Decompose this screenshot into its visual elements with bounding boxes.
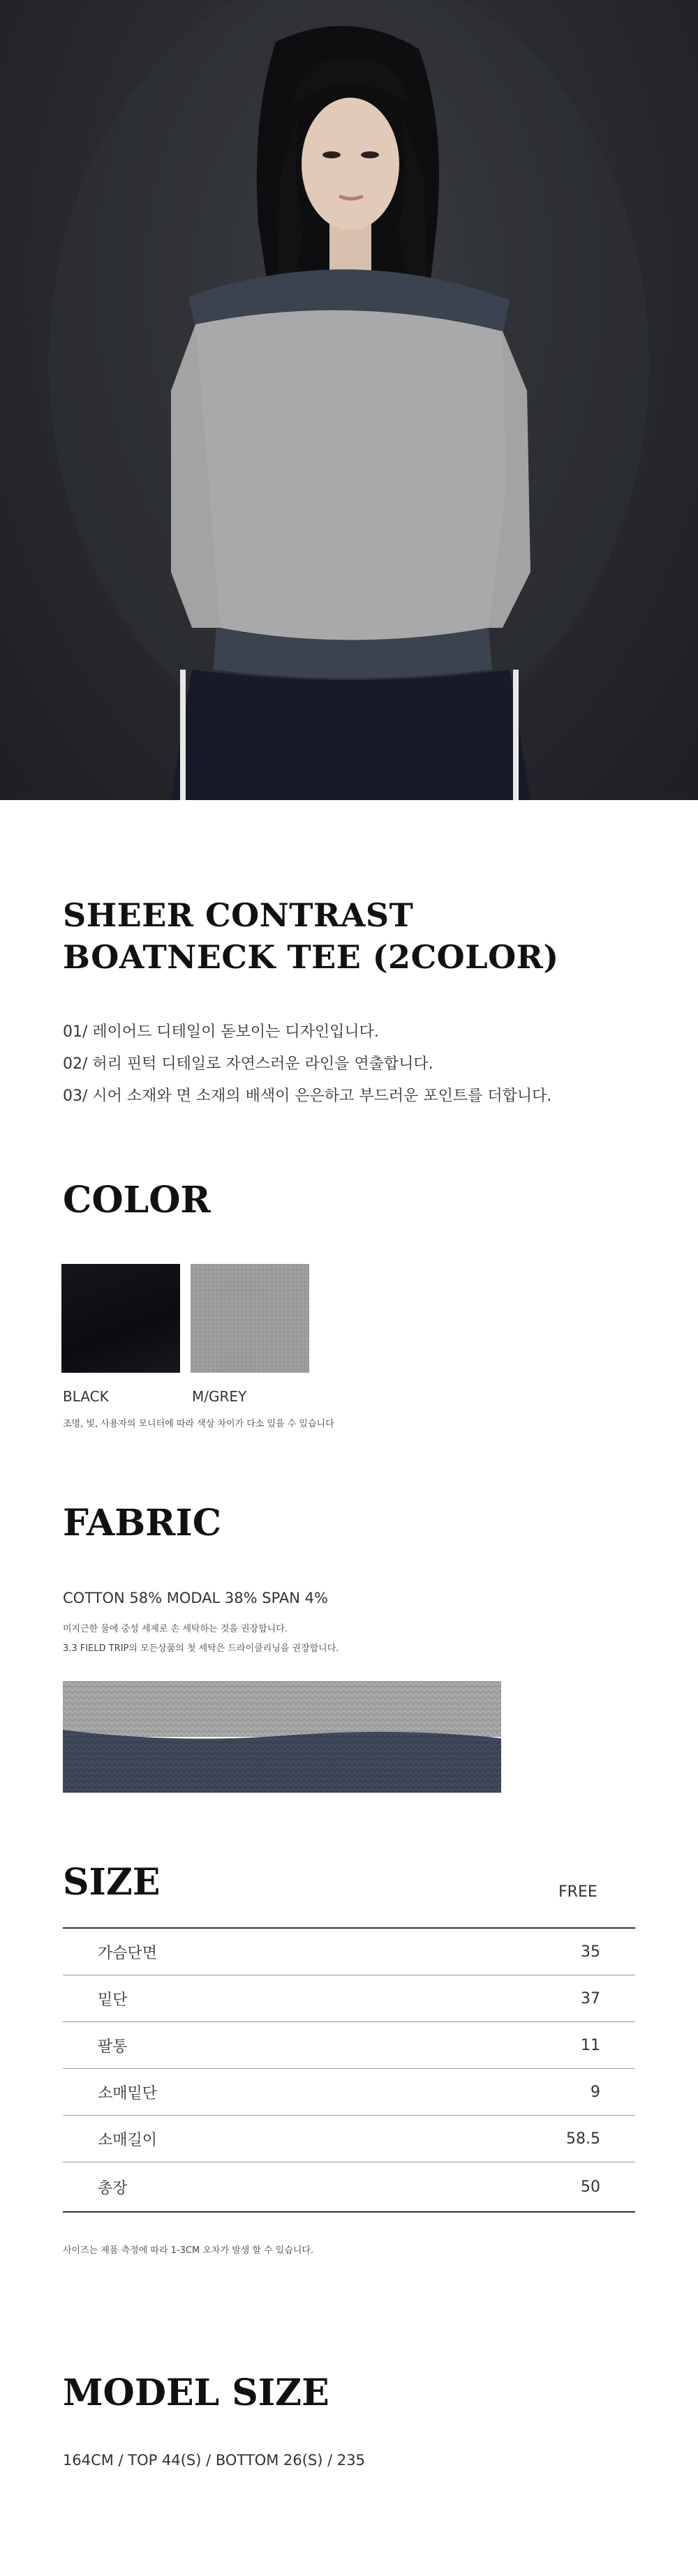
- size-measure-label: 소매밑단: [98, 2084, 158, 2102]
- grey-knit-texture: [191, 1264, 309, 1373]
- hero-model-photo: [0, 0, 698, 800]
- size-measure-value: 37: [581, 1989, 600, 2008]
- size-measure-label: 소매길이: [98, 2131, 158, 2149]
- feature-point: 03/ 시어 소재와 면 소재의 배색이 은은하고 부드러운 포인트를 더합니다.: [63, 1087, 552, 1105]
- feature-point: 01/ 레이어드 디테일이 돋보이는 디자인입니다.: [63, 1023, 379, 1041]
- feature-points: [63, 1016, 551, 1113]
- product-title: [63, 894, 559, 978]
- swatch-label-black: BLACK: [63, 1388, 109, 1405]
- size-measure-value: 50: [581, 2178, 600, 2196]
- size-measure-label: 팔통: [98, 2038, 128, 2056]
- color-swatch-grey[interactable]: [191, 1264, 309, 1373]
- color-swatch-black[interactable]: [61, 1264, 180, 1373]
- color-heading: COLOR: [63, 1179, 211, 1221]
- product-title-line2: BOATNECK TEE (2COLOR): [63, 938, 559, 976]
- table-row: [63, 2022, 635, 2069]
- table-row: [63, 2162, 635, 2211]
- size-measure-value: 35: [581, 1943, 600, 1961]
- product-title-line1: SHEER CONTRAST: [63, 896, 414, 934]
- color-note: 조명, 빛, 사용자의 모니터에 따라 색상 차이가 다소 있을 수 있습니다: [63, 1419, 334, 1429]
- size-column-header: FREE: [558, 1883, 597, 1901]
- size-measure-value: 58.5: [566, 2130, 600, 2148]
- fabric-texture: [63, 1681, 501, 1793]
- size-measure-value: 9: [591, 2083, 600, 2101]
- size-heading: SIZE: [63, 1861, 161, 1904]
- size-measure-label: 밑단: [98, 1991, 128, 2009]
- size-measure-value: 11: [581, 2036, 600, 2054]
- size-note: 사이즈는 제품 측정에 따라 1-3CM 오차가 발생 할 수 있습니다.: [63, 2245, 314, 2256]
- size-table: [63, 1927, 635, 2213]
- size-measure-label: 총장: [98, 2179, 128, 2197]
- fabric-composition: COTTON 58% MODAL 38% SPAN 4%: [63, 1590, 328, 1606]
- table-row: [63, 1929, 635, 1975]
- table-row: [63, 2069, 635, 2116]
- model-illustration: [0, 0, 698, 800]
- table-row: [63, 1975, 635, 2022]
- fabric-heading: FABRIC: [63, 1502, 222, 1544]
- model-size-heading: MODEL SIZE: [63, 2372, 329, 2414]
- fabric-closeup-photo: [63, 1681, 501, 1793]
- model-size-info: 164CM / TOP 44(S) / BOTTOM 26(S) / 235: [63, 2452, 365, 2469]
- size-measure-label: 가슴단면: [98, 1944, 158, 1962]
- fabric-care-note: 미지근한 물에 중성 세제로 손 세탁하는 것을 권장합니다.: [63, 1624, 288, 1634]
- feature-point: 02/ 허리 핀턱 디테일로 자연스러운 라인을 연출합니다.: [63, 1055, 433, 1073]
- swatch-label-grey: M/GREY: [192, 1388, 247, 1405]
- table-row: [63, 2116, 635, 2162]
- fabric-care-note: 3.3 FIELD TRIP의 모든상품의 첫 세탁은 드라이클리닝을 권장합니다.: [63, 1643, 339, 1654]
